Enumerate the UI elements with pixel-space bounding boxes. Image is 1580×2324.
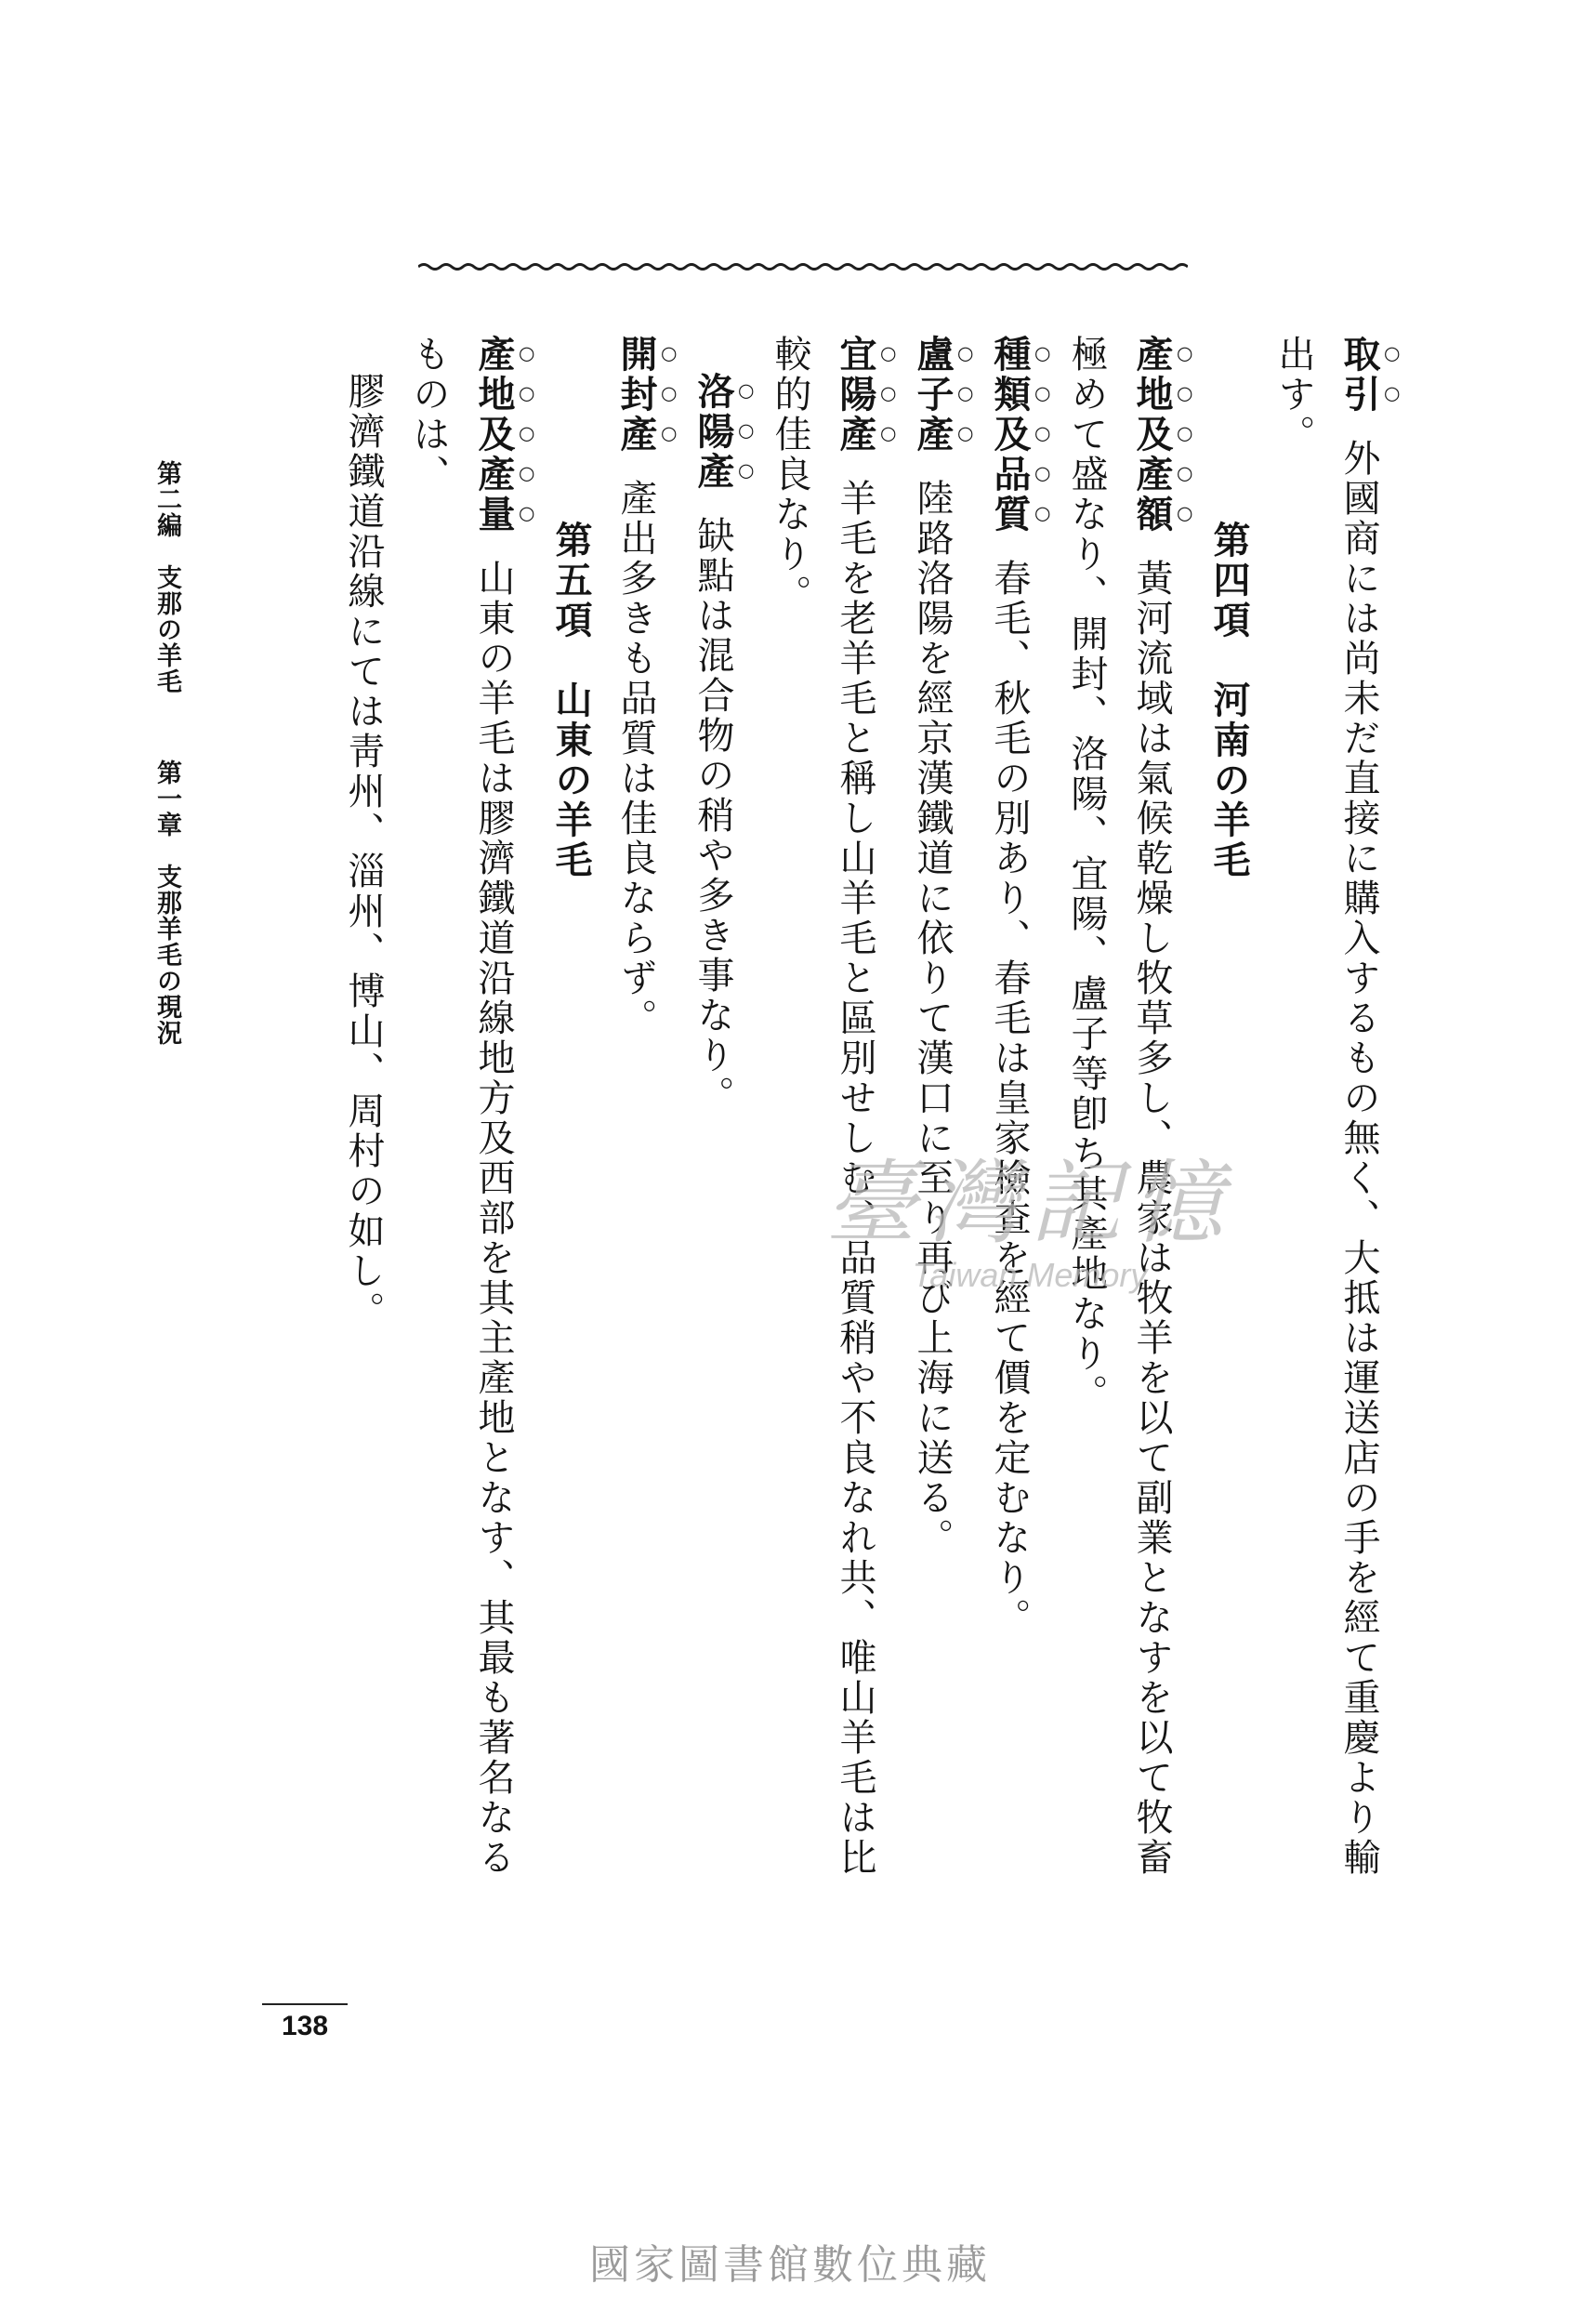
column-text: 山東の羊毛は膠濟鐵道沿線地方及西部を其主產地となす、其最も著名なる [472,559,515,1878]
watermark-en: Taiwan Memory [912,1256,1148,1294]
watermark [770,1153,1290,1311]
top-wavy-rule [418,262,1188,271]
text-column [331,335,396,2027]
archive-footer: 國家圖書館數位典藏 [589,2241,991,2289]
subheading-term: 種類及品質 [988,335,1032,535]
subheading-term: 產地及產額 [1130,335,1174,535]
column-text: 外國商には尚未だ直接に購入するもの無く、大抵は運送店の手を經て重慶より輸 [1337,439,1380,1878]
column-text: 春毛、秋毛の別あり、春毛は皇家檢查を經て價を定むなり。 [988,559,1031,1638]
subheading-term: 取引 [1337,335,1381,415]
column-text: ものは、 [407,335,450,495]
text-column [680,335,757,2027]
column-text: 極めて盛なり、開封、洛陽、宜陽、盧子等卽ち其產地なり。 [1065,335,1108,1414]
watermark-cn: 臺灣記憶 [824,1151,1234,1257]
column-text: 較的佳良なり。 [769,335,811,614]
column-text: 缺點は混合物の稍や多き事なり。 [691,516,734,1116]
column-text: 黃河流域は氣候乾燥し牧草多し、農家は牧羊を以て副業となすを以て牧畜 [1130,559,1173,1878]
column-text: 羊毛を老羊毛と稱し山羊毛と區別せしむ、品質稍や不良なれ共、唯山羊毛は比 [834,479,876,1878]
subheading-term: 洛陽產 [691,372,735,492]
column-text: 膠濟鐵道沿線にては靑州、淄州、博山、周村の如し。 [342,372,385,1331]
subheading-term: 宜陽產 [834,335,877,455]
text-column [1326,335,1403,2027]
column-text: 陸路洛陽を經京漢鐵道に依りて漢口に至り再び上海に送る。 [911,479,954,1558]
page-number: 138 [262,2003,348,2042]
subheading-term: 盧子產 [911,335,955,455]
text-column [396,335,461,2027]
running-footer [149,460,185,1390]
running-footer-chapter: 第一章 支那羊毛の現況 [152,759,181,1046]
section-heading-henan: 第四項 河南の羊毛 [1207,521,1251,880]
text-column [603,335,680,2027]
text-column [461,335,538,2027]
subheading-term: 產地及產量 [472,335,516,535]
column-text: 出す。 [1272,335,1315,455]
running-footer-part: 第二編 支那の羊毛 [152,460,181,694]
column-text: 產出多きも品質は佳良ならず。 [614,479,657,1038]
subheading-term: 開封產 [614,335,658,455]
section-heading-shandong: 第五項 山東の羊毛 [549,521,593,880]
